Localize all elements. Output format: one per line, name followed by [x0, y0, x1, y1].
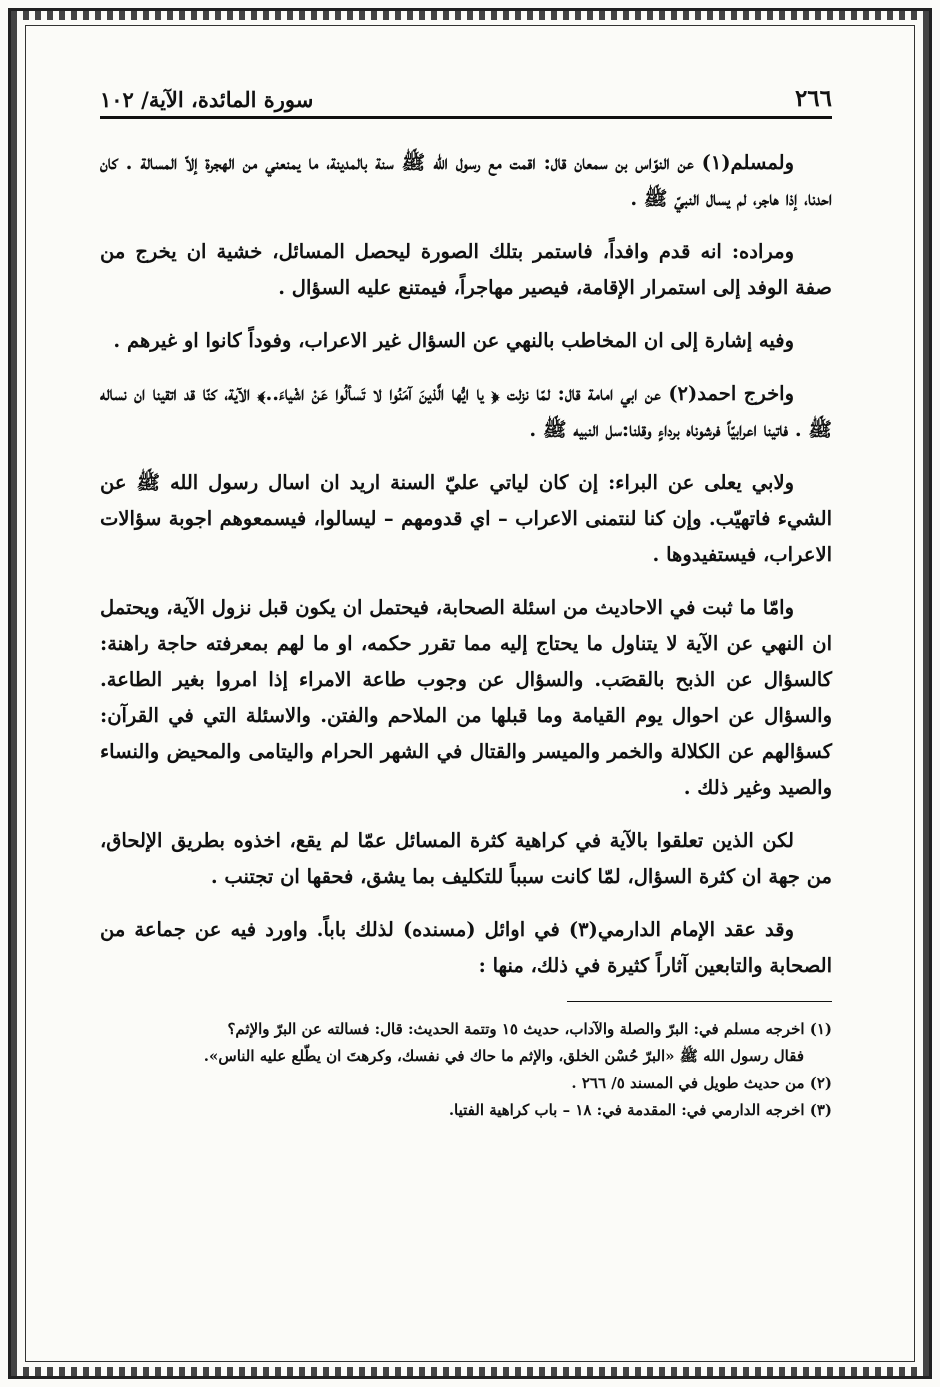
footnote: (٢) من حديث طويل في المسند ٥/ ٢٦٦ . [571, 1074, 832, 1092]
running-title: سورة المائدة، الآية/ ١٠٢ [100, 87, 314, 112]
paragraph: وقد عقد الإمام الدارمي(٣) في اوائل (مسنده) لذلك باباً. واورد فيه عن جماعة من الصحابة والتابعين آثاراً كثيرة في ذلك، منها : [100, 918, 832, 977]
footnote: (٣) اخرجه الدارمي في: المقدمة في: ١٨ – باب كراهية الفتيا. [448, 1101, 832, 1119]
paragraph: ومراده: انه قدم وافداً، فاستمر بتلك الصورة ليحصل المسائل، خشية ان يخرج من صفة الوفد إلى استمرار الإقامة، فيصير مهاجراً، فيمتنع عليه السؤال . [100, 240, 832, 299]
footnote: (١) اخرجه مسلم في: البرّ والصلة والآداب، حديث ١٥ وتتمة الحديث: قال: فسالته عن البرّ والإثم؟ [227, 1020, 832, 1038]
main-text [100, 145, 832, 984]
footnote-separator [567, 1001, 832, 1002]
book-page [100, 72, 832, 1124]
paragraph: ولمسلم(١) عن النوّاس بن سمعان قال: اقمت مع رسول الله ﷺ سنة بالمدينة، ما يمنعني من الهجرة إلاّ المسالة . كان احدنا، إذا هاجر، لم يسال النبيّ ﷺ . [100, 151, 832, 210]
paragraph: واخرج احمد(٢) عن ابي امامة قال: لمّا نزلت ﴿ يا ايُّها الَّذينَ آمَنُوا لا تَسألُوا عَنْ اشْياءَ..﴾ الآية، كنّا قد اتقينا ان نساله ﷺ . فاتينا اعرابيّاً فرشوناه برداءٍ وقلنا:سل النبيه ﷺ . [100, 382, 832, 441]
footnote-continuation: فقال رسول الله ﷺ «البرّ حُسْن الخلق، والإثم ما حاك في نفسك، وكرهتَ ان يطّلع عليه الناس». [203, 1047, 804, 1065]
paragraph: وفيه إشارة إلى ان المخاطب بالنهي عن السؤال غير الاعراب، وفوداً كانوا او غيرهم . [113, 329, 794, 352]
page-number: ٢٦٦ [794, 85, 832, 112]
paragraph: وامّا ما ثبت في الاحاديث من اسئلة الصحابة، فيحتمل ان يكون قبل نزول الآية، ويحتمل ان النهي عن الآية لا يتناول ما يحتاج إليه مما تقرر حكمه، او ما لهم بمعرفته حاجة راهنة: كالسؤال عن الذبح بالقصَب. والسؤال عن وجوب طاعة الامراء إذا امروا بغير الطاعة. والسؤال عن احوال يوم القيامة وما قبلها من الملاحم والفتن. والاسئلة التي في القرآن: كسؤالهم عن الكلالة والخمر والميسر والقتال في الشهر الحرام واليتامى والمحيض والنساء والصيد وغير ذلك . [100, 596, 832, 799]
footnotes [100, 1016, 832, 1124]
running-header [100, 72, 832, 119]
paragraph: لكن الذين تعلقوا بالآية في كراهية كثرة المسائل عمّا لم يقع، اخذوه بطريق الإلحاق، من جهة ان كثرة السؤال، لمّا كانت سبباً للتكليف بما يشق، فحقها ان تجتنب . [100, 829, 832, 888]
paragraph: ولابي يعلى عن البراء: إن كان لياتي عليّ السنة اريد ان اسال رسول الله ﷺ عن الشيء فاتهيّب. وإن كنا لنتمنى الاعراب – اي قدومهم – ليسالوا، فيسمعوهم اجوبة سؤالات الاعراب، فيستفيدوها . [100, 471, 832, 566]
